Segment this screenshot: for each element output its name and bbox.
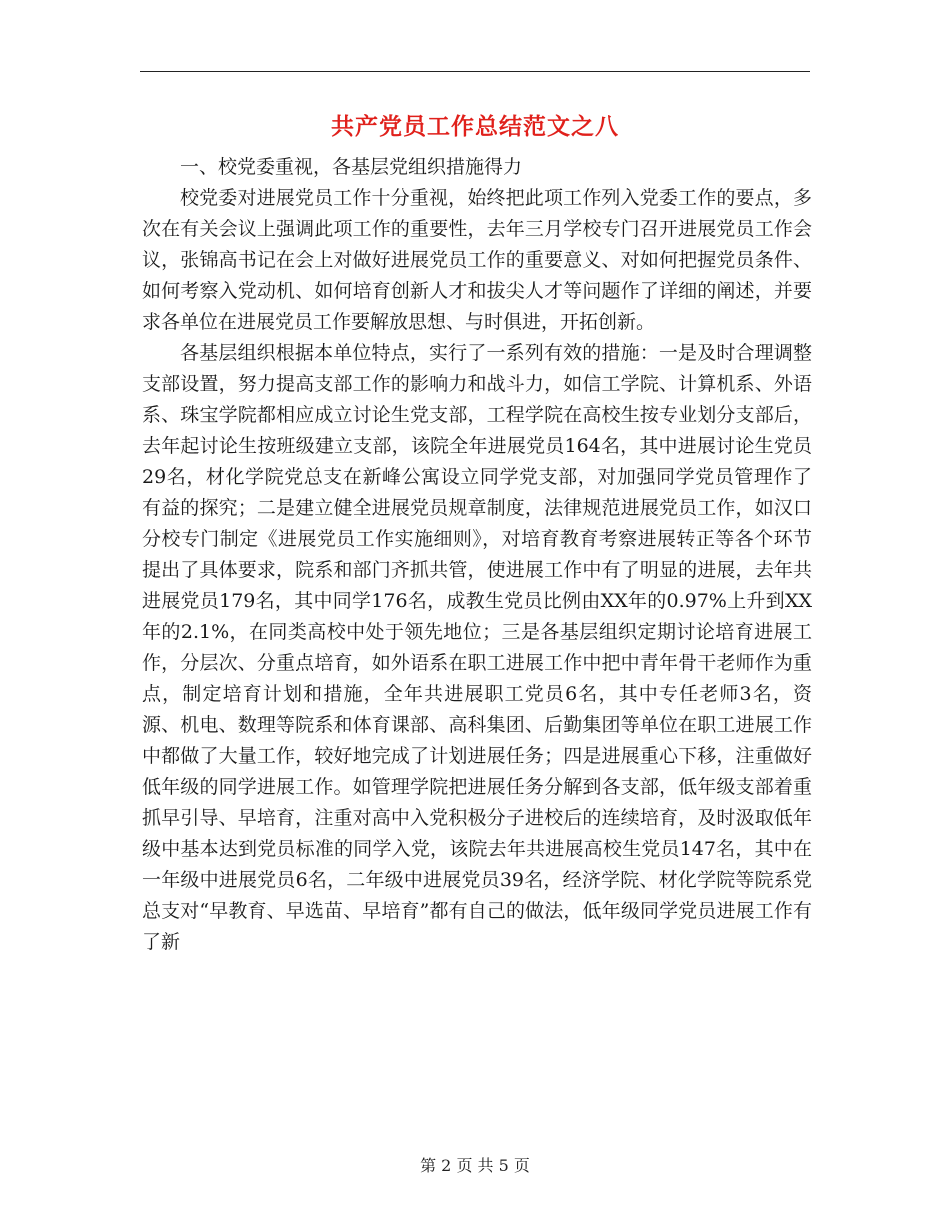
paragraph-2: 各基层组织根据本单位特点，实行了一系列有效的措施：一是及时合理调整支部设置，努力提高支部工作的影响力和战斗力，如信工学院、计算机系、外语系、珠宝学院都相应成立讨论生党支部，工程学院在高校生按专业划分支部后，去年起讨论生按班级建立支部，该院全年进展党员164名，其中进展讨论生党员29名，材化学院党总支在新峰公寓设立同学党支部，对加强同学党员管理作了有益的探究；二是建立健全进展党员规章制度，法律规范进展党员工作，如汉口分校专门制定《进展党员工作实施细则》，对培育教育考察进展转正等各个环节提出了具体要求，院系和部门齐抓共管，使进展工作中有了明显的进展，去年共进展党员179名，其中同学176名，成教生党员比例由XX年的0.97%上升到XX年的2.1%，在同类高校中处于领先地位；三是各基层组织定期讨论培育进展工作，分层次、分重点培育，如外语系在职工进展工作中把中青年骨干老师作为重点，制定培育计划和措施，全年共进展职工党员6名，其中专任老师3名，资源、机电、数理等院系和体育课部、高科集团、后勤集团等单位在职工进展工作中都做了大量工作，较好地完成了计划进展任务；四是进展重心下移，注重做好低年级的同学进展工作。如管理学院把进展任务分解到各支部，低年级支部着重抓早引导、早培育，注重对高中入党积极分子进校后的连续培育，及时汲取低年级中基本达到党员标准的同学入党，该院去年共进展高校生党员147名，其中在一年级中进展党员6名，二年级中进展党员39名，经济学院、材化学院等院系党总支对“早教育、早选苗、早培育”都有自己的做法，低年级同学党员进展工作有了新	[142, 342, 812, 953]
paragraph-1: 校党委对进展党员工作十分重视，始终把此项工作列入党委工作的要点，多次在有关会议上强调此项工作的重要性，去年三月学校专门召开进展党员工作会议，张锦高书记在会上对做好进展党员工作的重要意义、对如何把握党员条件、如何考察入党动机、如何培育创新人才和拔尖人才等问题作了详细的阐述，并要求各单位在进展党员工作要解放思想、与时俱进，开拓创新。	[142, 187, 812, 333]
header-rule	[140, 71, 810, 72]
section-heading: 一、校党委重视，各基层党组织措施得力	[180, 156, 523, 178]
document-title: 共产党员工作总结范文之八	[331, 113, 619, 140]
page-indicator: 第 2 页 共 5 页	[420, 1156, 530, 1175]
document-body	[142, 152, 812, 958]
